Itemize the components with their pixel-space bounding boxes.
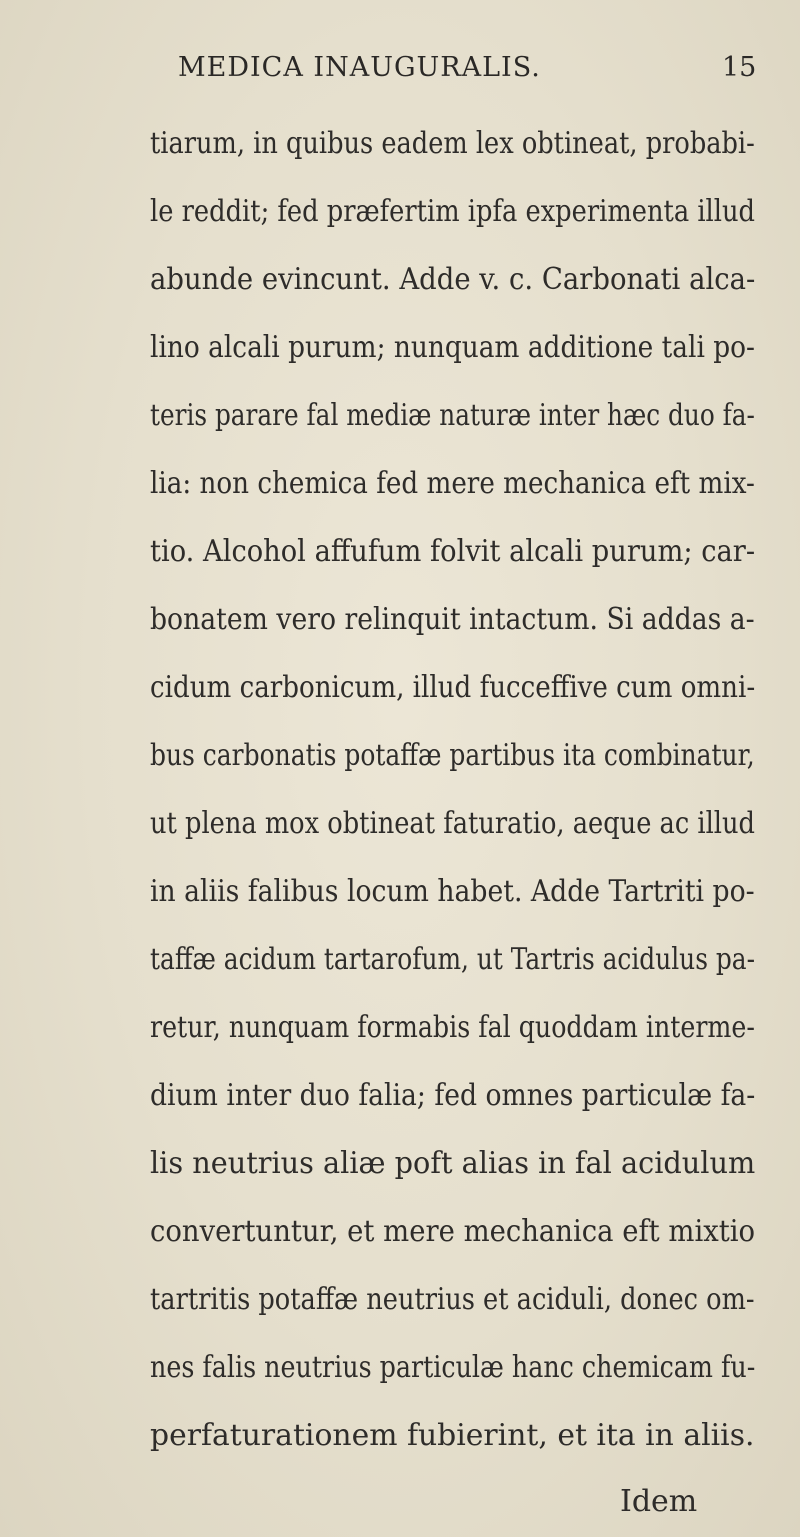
text-line: ut plena mox obtineat faturatio, aeque ac illud (150, 806, 755, 841)
text-line: lis neutrius aliæ poft alias in fal acidulum (150, 1146, 756, 1181)
text-line: cidum carbonicum, illud fucceffive cum omni- (150, 670, 756, 705)
text-line: bonatem vero relinquit intactum. Si addas a- (150, 602, 755, 637)
text-line: abunde evincunt. Adde v. c. Carbonati alca- (150, 262, 756, 297)
text-line: bus carbonatis potaffæ partibus ita combinatur, (150, 738, 755, 773)
text-line: lia: non chemica fed mere mechanica eft mix- (150, 466, 755, 501)
text-line: dium inter duo falia; fed omnes particulæ fa- (150, 1078, 756, 1113)
catchword: Idem (620, 1484, 698, 1519)
text-line: convertuntur, et mere mechanica eft mixtio (150, 1214, 756, 1249)
text-line: taffæ acidum tartarofum, ut Tartris acidulus pa- (150, 942, 756, 977)
text-line: tio. Alcohol affufum folvit alcali purum; car- (150, 534, 756, 569)
text-line: nes falis neutrius particulæ hanc chemicam fu- (150, 1350, 756, 1385)
running-head: MEDICA INAUGURALIS. (178, 52, 541, 83)
page-number: 15 (722, 52, 757, 83)
text-line: tartritis potaffæ neutrius et aciduli, donec om- (150, 1282, 755, 1317)
text-line: in aliis falibus locum habet. Adde Tartriti po- (150, 874, 755, 909)
text-line: tiarum, in quibus eadem lex obtineat, probabi- (150, 126, 755, 161)
text-line: le reddit; fed præfertim ipfa experimenta illud (150, 194, 756, 229)
text-line: lino alcali purum; nunquam additione tali po- (150, 330, 755, 365)
text-line: teris parare fal mediæ naturæ inter hæc duo fa- (150, 398, 755, 433)
text-line: perfaturationem fubierint, et ita in aliis. (150, 1418, 755, 1453)
text-line: retur, nunquam formabis fal quoddam interme- (150, 1010, 755, 1045)
